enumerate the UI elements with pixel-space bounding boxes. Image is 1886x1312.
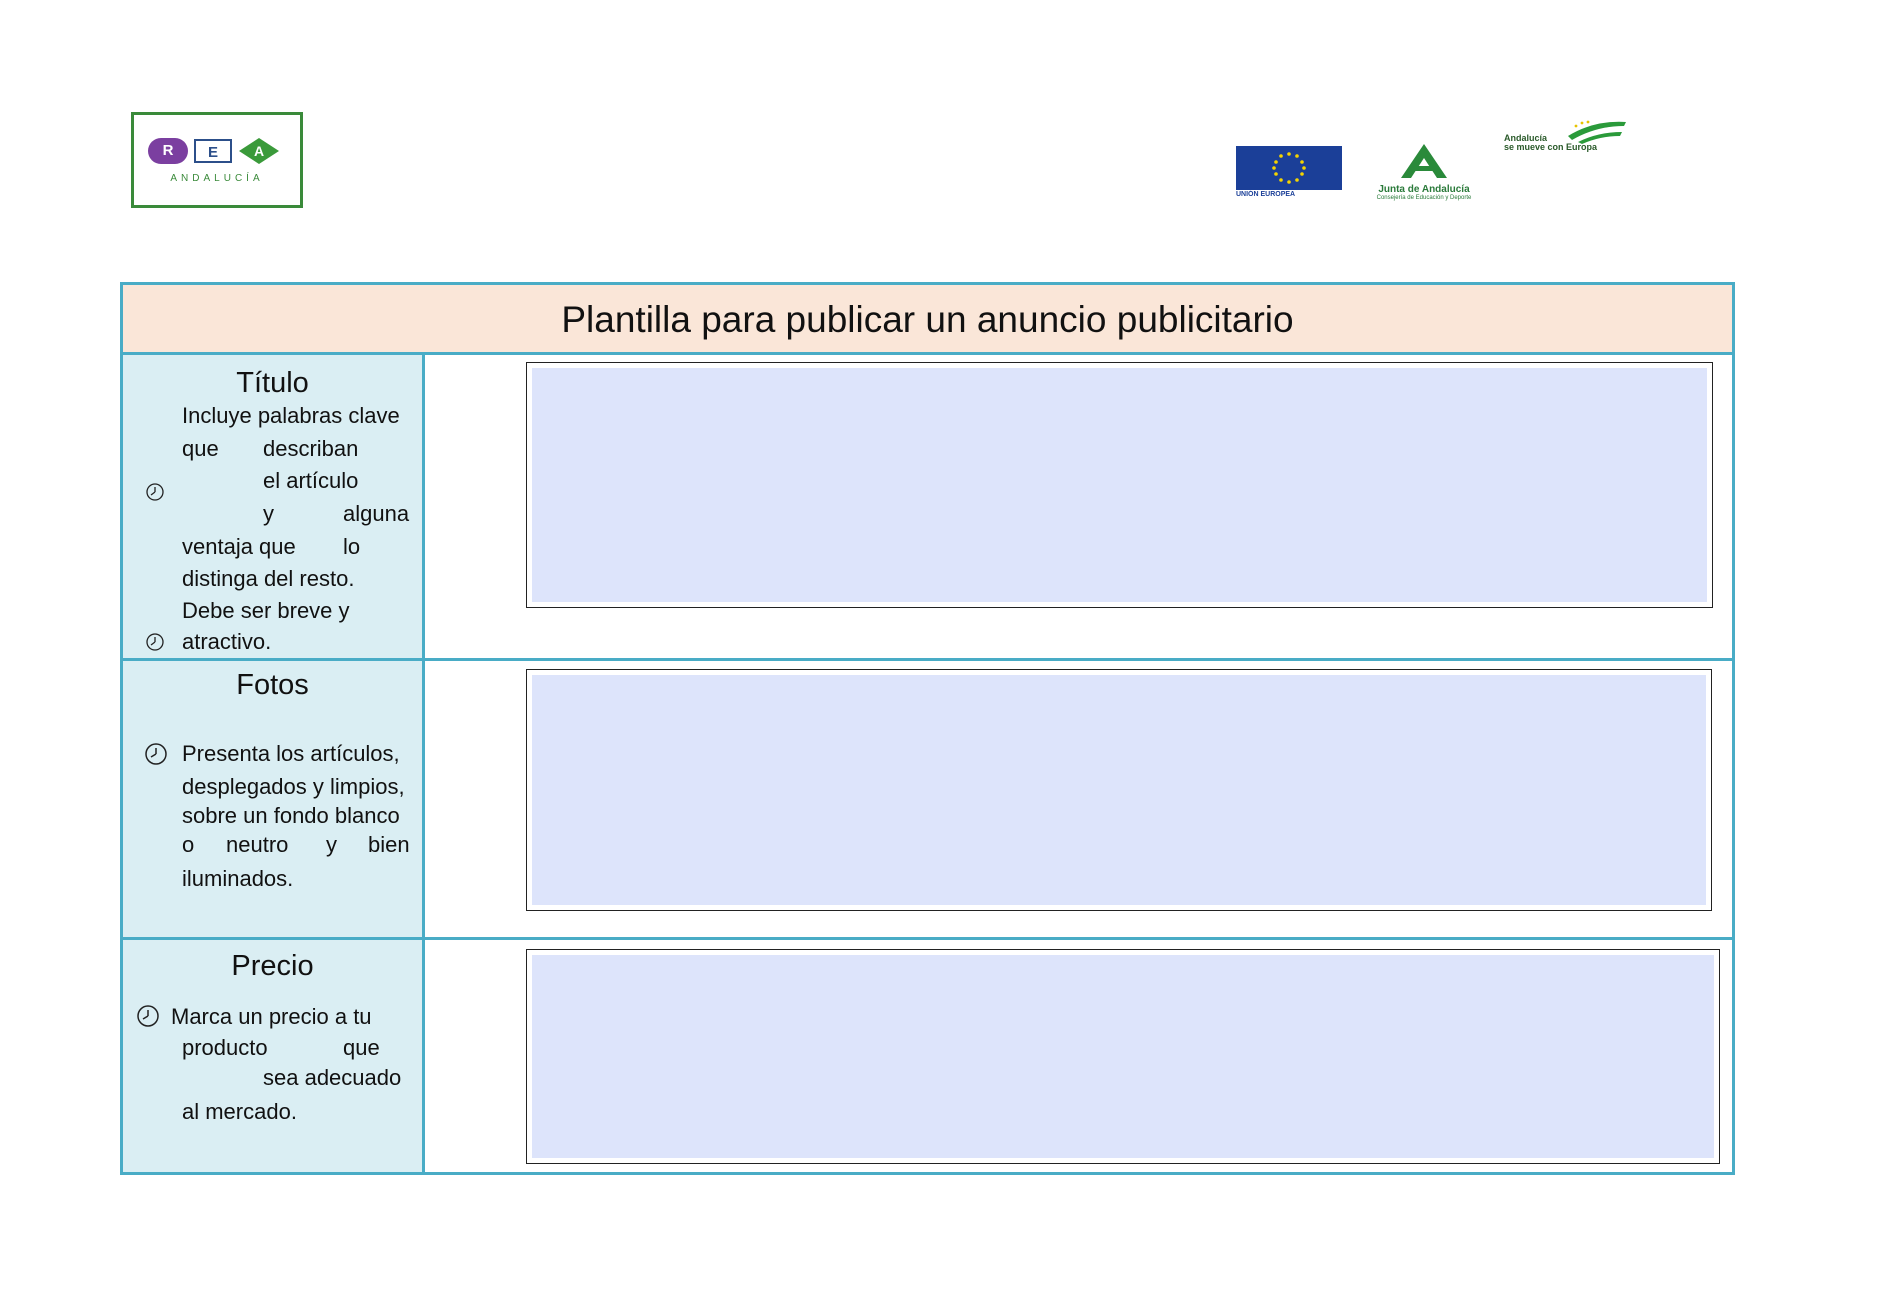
rea-logo-subtitle: ANDALUCÍA [170,173,264,184]
precio-line: que [343,1035,380,1060]
titulo-line: describan [263,436,359,461]
andalucia-text [1504,134,1597,152]
titulo-line: atractivo. [182,629,272,654]
rea-logo-a [238,137,280,165]
titulo-line: Incluye palabras clave [182,403,400,428]
table-header [123,285,1732,355]
eu-logo [1236,146,1342,200]
fotos-line: bien [368,832,410,857]
precio-label-cell [123,940,425,1172]
junta-name: Junta de Andalucía [1378,184,1470,195]
titulo-label-cell [123,355,425,658]
titulo-input-box[interactable] [526,362,1713,608]
titulo-line: y [263,501,274,526]
clock-icon [136,1004,160,1028]
junta-a-icon [1399,144,1449,178]
titulo-line: ventaja que [182,534,296,559]
eu-caption: UNIÓN EUROPEA [1236,191,1296,198]
fotos-input-box[interactable] [526,669,1712,911]
fotos-line: sobre un fondo blanco [182,803,400,828]
ad-template-table [120,282,1735,1175]
rea-logo-r: R [148,138,188,164]
titulo-line: que [182,436,219,461]
andalucia-line1: Andalucía [1504,133,1548,143]
eu-flag-icon [1236,146,1342,190]
rea-andalucia-logo [131,112,303,208]
precio-line: al mercado. [182,1099,297,1124]
precio-line: producto [182,1035,268,1060]
fotos-line: neutro [226,832,289,857]
titulo-line: lo [343,534,361,559]
fotos-line: o [182,832,195,857]
precio-input-box[interactable] [526,949,1720,1164]
fotos-heading: Fotos [236,669,309,701]
fotos-line: Presenta los artículos, [182,741,400,766]
precio-heading: Precio [231,950,314,982]
titulo-line: distinga del resto. [182,566,355,591]
rea-logo-e: E [194,139,232,163]
titulo-line: el artículo [263,468,359,493]
junta-department: Consejería de Educación y Deporte [1376,195,1472,201]
fotos-line: desplegados y limpios, [182,774,405,799]
fotos-line: iluminados. [182,866,294,891]
fotos-label-cell [123,661,425,937]
clock-icon [145,482,165,502]
titulo-line: Debe ser breve y [182,598,350,623]
andalucia-line2: se mueve con Europa [1504,142,1598,152]
titulo-input-fill [532,368,1707,602]
precio-input-fill [532,955,1714,1158]
page-title: Plantilla para publicar un anuncio publicitario [561,299,1294,340]
titulo-line: alguna [343,501,410,526]
fotos-input-fill [532,675,1706,905]
titulo-heading: Título [236,367,309,399]
fotos-line: y [326,832,337,857]
precio-line: sea adecuado [263,1065,402,1090]
rea-logo-a-letter: A [253,143,265,159]
andalucia-europa-logo [1504,118,1628,158]
clock-icon [144,742,168,766]
clock-icon [145,632,165,652]
precio-line: Marca un precio a tu [171,1004,372,1029]
junta-andalucia-logo [1354,144,1494,204]
